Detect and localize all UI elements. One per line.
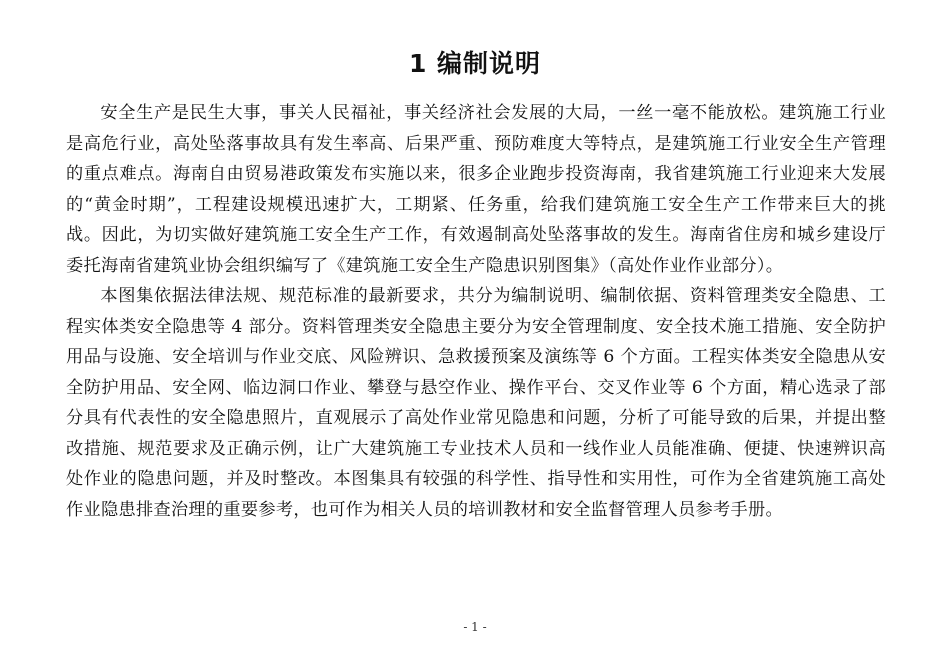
section-title: 1 编制说明 [408, 49, 542, 78]
paragraph-1: 安全生产是民生大事，事关人民福祉，事关经济社会发展的大局，一丝一毫不能放松。建筑施工行业是高危行业，高处坠落事故具有发生率高、后果严重、预防难度大等特点，是建筑施工行业安全生产管理的重点难点。海南自由贸易港政策发布实施以来，很多企业跑步投资海南，我省建筑施工行业迎来大发展的“黄金时期”，工程建设规模迅速扩大，工期紧、任务重，给我们建筑施工安全生产工作带来巨大的挑战。因此，为切实做好建筑施工安全生产工作，有效遏制高处坠落事故的发生。海南省住房和城乡建设厅委托海南省建筑业协会组织编写了《建筑施工安全生产隐患识别图集》（高处作业作业部分）。 [66, 103, 886, 276]
paragraph-2: 本图集依据法律法规、规范标准的最新要求，共分为编制说明、编制依据、资料管理类安全隐患、工程实体类安全隐患等 4 部分。资料管理类安全隐患主要分为安全管理制度、安全技术施工措施、安全防护用品与设施、安全培训与作业交底、风险辨识、急救援预案及演练等 6 个方面。工程实体类安全隐患从安全防护用品、安全网、临边洞口作业、攀登与悬空作业、操作平台、交叉作业等 6 个方面，精心选录了部分具有代表性的安全隐患照片，直观展示了高处作业常见隐患和问题，分析了可能导致的后果，并提出整改措施、规范要求及正确示例，让广大建筑施工专业技术人员和一线作业人员能准确、便捷、快速辨识高处作业的隐患问题，并及时整改。本图集具有较强的科学性、指导性和实用性，可作为全省建筑施工高处作业隐患排查治理的重要参考，也可作为相关人员的培训教材和安全监督管理人员参考手册。 [66, 286, 886, 520]
body-text [66, 98, 886, 525]
page-number: - 1 - [463, 620, 487, 634]
